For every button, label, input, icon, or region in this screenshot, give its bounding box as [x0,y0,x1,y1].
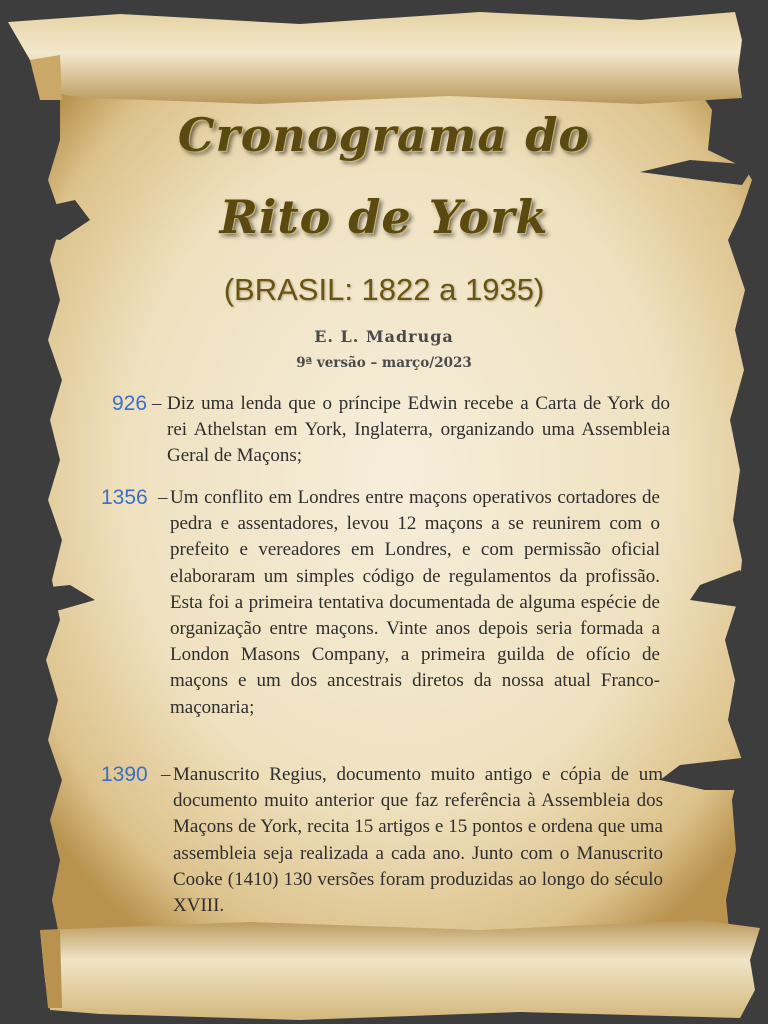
version-line: 9ª versão – março/2023 [296,355,472,371]
entry-dash: – [161,764,171,785]
entry-year: 926 [112,392,148,415]
entry-text: Manuscrito Regius, documento muito antigo e cópia de um documento muito anterior que faz referência à Assembleia dos Maçons de York, recita 15 artigos e 15 pontos e ordena que uma assembleia seja realizada a cada ano. Junto com o Manuscrito Cooke (1410) 130 versões foram produzidas ao longo do século XVIII. [173,764,663,917]
entry-text: Um conflito em Londres entre maçons operativos cortadores de pedra e assentadores, levou 12 maçons a se reunirem com o prefeito e vereadores em Londres, e com permissão oficial elaboraram um simples código de regulamentos da profissão. Esta foi a primeira tentativa documentada de alguma espécie de organização entre maçons. Vinte anos depois seria formada a London Masons Company, a primeira guilda de ofício de maçons e um dos ancestrais diretos da nossa atual Franco-maçonaria; [170,487,660,718]
title-line-1: Cronograma do [177,108,591,162]
title-line-2: Rito de York [219,190,549,244]
subtitle: (BRASIL: 1822 a 1935) [223,272,545,307]
entry-year: 1356 [101,486,148,509]
author: E. L. Madruga [314,327,454,346]
entry-year: 1390 [101,763,148,786]
entry-dash: – [152,393,162,414]
entry-dash: – [158,487,168,508]
entry-text: Diz uma lenda que o príncipe Edwin recebe a Carta de York do rei Athelstan em York, Inglaterra, organizando uma Assembleia Geral de Maçons; [167,393,670,467]
